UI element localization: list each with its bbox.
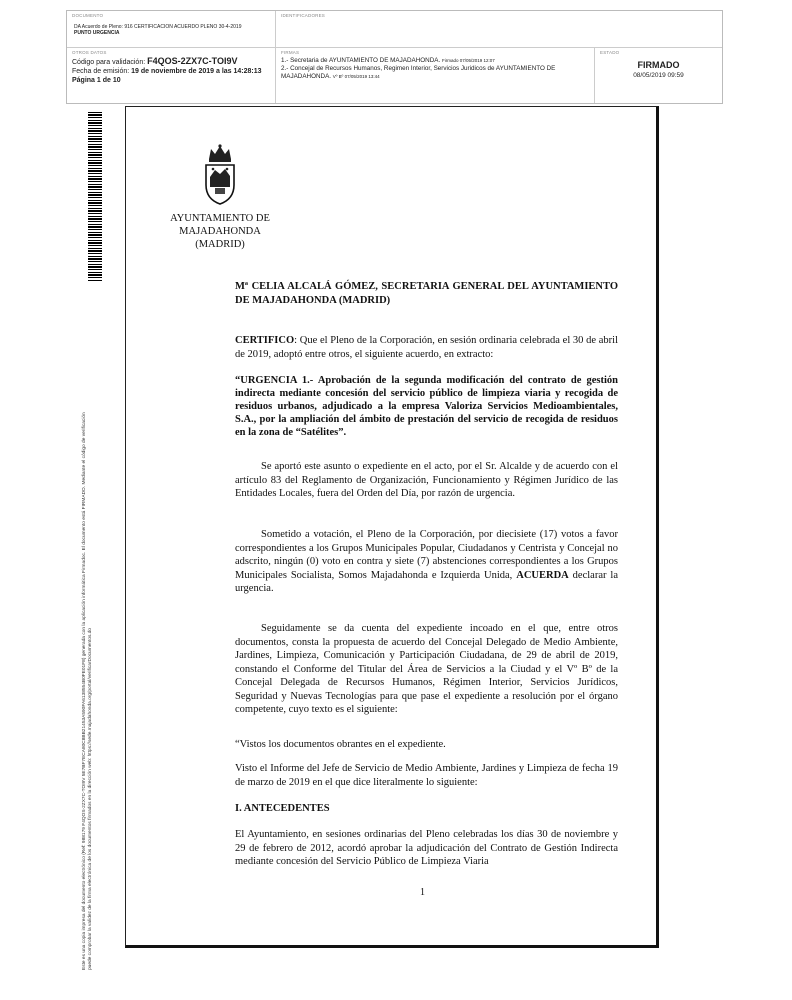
paragraph-1: Se aportó este asunto o expediente en el acto, por el Sr. Alcalde y de acuerdo con el artículo 83 del Reglamento de Organización, Funcionamiento y Régimen Jurídico de las Entidades Locales, fuera del Orden del Día, por razón de urgencia. [235,461,618,499]
firma-2b-text: MAJADAHONDA. [281,73,332,80]
document-header [66,10,723,104]
section-heading: I. ANTECEDENTES [235,803,330,814]
urgencia-heading: “URGENCIA 1.- Aprobación de la segunda modificación del contrato de gestión indirecta mediante concesión del servicio público de limpieza viaria y recogida de residuos urbanos, adjudicado a la empresa Valoriza Servicios Medioambientales, S.A., por la ampliación del ámbito de prestación del servicio de recogida de residuos en la zona de “Satélites”. [235,375,618,438]
firma-2b [281,73,589,81]
estado-cell [595,48,722,103]
otros-datos-cell [67,48,276,103]
letterhead-line1: AYUNTAMIENTO DE [170,213,270,224]
coat-of-arms-icon [203,143,237,207]
codigo-validacion [72,57,270,67]
certifico-text: : Que el Pleno de la Corporación, en sesión ordinaria celebrada el 30 de abril de 2019, adoptó entre otros, el siguiente acuerdo, en extracto: [235,335,618,360]
paragraph-2 [235,528,618,596]
paragraph-4: “Vistos los documentos obrantes en el expediente. [235,739,446,750]
firma-2-date: Vº Bº 07/05/2019 13:44 [332,74,380,79]
fecha-emision [72,67,270,76]
letterhead-line3: (MADRID) [195,239,245,250]
estado-date: 08/05/2019 09:59 [633,72,684,79]
documento-cell [67,11,276,48]
paragraph-3: Seguidamente se da cuenta del expediente incoado en el que, entre otros documentos, consta la propuesta de acuerdo del Concejal Delegado de Medio Ambiente, Jardines, Limpieza, Comunicación y Participación Ciudadana, de 29 de abril de 2019, constando el Conforme del Titular del Área de Servicios a la Ciudad y el Vº Bº de la Concejal Delegada de Recursos Humanos, Régimen Interior, Servicios Jurídicos, Seguridad y Nuevas Tecnologías para que pase el expediente a resolución por el órgano competente, cuyo texto es el siguiente: [235,623,618,715]
identificadores-label: IDENTIFICADORES [281,13,326,18]
side-text-line1: Este es una copia impresa del documento electrónico (Ref: 988179 F4QOS-2ZX7C-TOI9V 5E7BF7ECA80C8BB21453A590FA6138554B0FE01F8) generada con la aplicación informática Firmadoc. El documento está FIRMADO. Mediante el código de verificación [82,412,87,970]
codigo-value: F4QOS-2ZX7C-TOI9V [147,56,238,66]
firmas-label: FIRMAS [281,50,300,55]
otros-datos-label: OTROS DATOS [72,50,107,55]
paragraph-5: Visto el Informe del Jefe de Servicio de Medio Ambiente, Jardines y Limpieza de fecha 19 de marzo de 2019 en el que dice literalmente lo siguiente: [235,763,618,788]
letterhead-line2: MAJADAHONDA [179,226,261,237]
paragraph-2-text-a: Sometido a votación, el Pleno de la Corporación, por diecisiete (17) votos a favor correspondientes a los Grupos Municipales Popular, Ciudadanos y Centrista y Concejal no adscrito, ningún (0) voto en contra y siete (7) abstenciones correspondientes a los Grupos Municipales Socialista, Somos Majadahonda e Izquierda Unida, [235,529,618,581]
paragraph-2-text-b: declarar la urgencia. [235,569,618,594]
page-number: 1 [420,887,425,898]
codigo-prefix: Código para validación: [72,59,146,66]
documento-line2: PUNTO URGENCIA [74,30,120,36]
firmas-cell [276,48,595,103]
document-title: Mª CELIA ALCALÁ GÓMEZ, SECRETARIA GENERAL DEL AYUNTAMIENTO DE MAJADAHONDA (MADRID) [235,281,618,306]
firma-1-text: 1.- Secretaria de AYUNTAMIENTO DE MAJADAHONDA. [281,57,441,64]
estado-label: ESTADO [600,50,620,55]
identificadores-cell [276,11,722,48]
side-text-line2: puede comprobar la validez de la firma electrónica de los documentos firmados en la dirección web: https://sede.majadahonda.org/portal/verificarDocumentos.do [88,627,93,970]
paragraph-6: El Ayuntamiento, en sesiones ordinarias del Pleno celebradas los días 30 de noviembre y 29 de febrero de 2012, acordó aprobar la adjudicación del Contrato de Gestión Indirecta mediante concesión del Servicio Público de Limpieza Viaria [235,829,618,867]
certifico-label: CERTIFICO [235,335,295,346]
firma-1 [281,57,589,65]
letterhead [160,212,280,251]
barcode-graphic [88,112,102,282]
vertical-verification-text [82,280,94,970]
estado-value: FIRMADO [637,60,680,70]
fecha-prefix: Fecha de emisión: [72,68,130,75]
firma-1-date: Firmado 07/05/2019 12:07 [441,58,495,63]
documento-line1: DA Acuerdo de Pleno: 916 CERTIFICACION ACUERDO PLENO 30-4-2019 [74,24,242,30]
documento-label: DOCUMENTO [72,13,104,18]
acuerda-text: ACUERDA [516,569,569,581]
firma-2: 2.- Concejal de Recursos Humanos, Regimen Interior, Servicios Juridicos de AYUNTAMIENTO DE [281,65,556,72]
certifico-paragraph [235,334,618,361]
fecha-value: 19 de noviembre de 2019 a las 14:28:13 [131,68,262,75]
pagina-indicator: Página 1 de 10 [72,77,121,84]
